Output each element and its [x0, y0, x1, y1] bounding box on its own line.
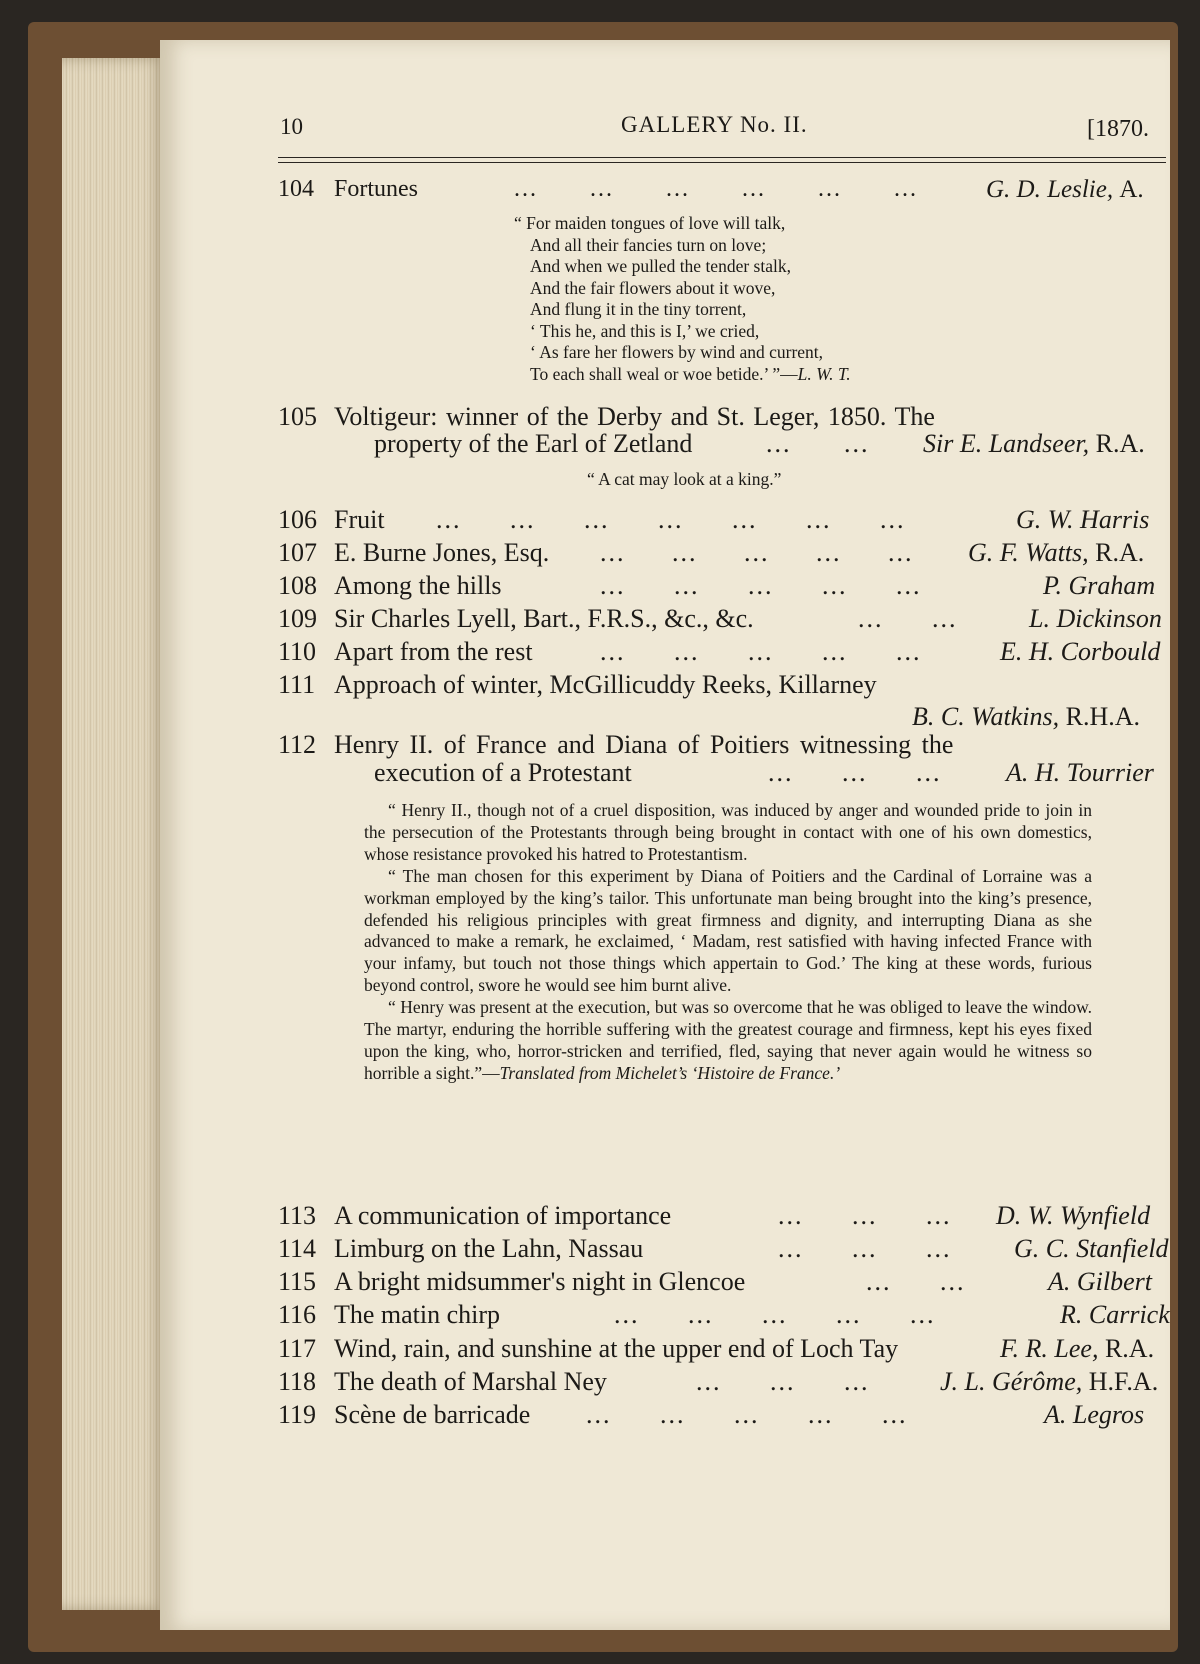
entry-number: 108 [278, 571, 317, 600]
entry-number: 114 [278, 1234, 317, 1263]
entry-number: 106 [278, 505, 317, 534]
entry-title: Sir Charles Lyell, Bart., F.R.S., &c., &c. [334, 604, 754, 633]
entry-artist: B. C. Watkins, R.H.A. [912, 702, 1141, 731]
entry-artist: P. Graham [1043, 571, 1156, 600]
passage-paragraph: “ Henry was present at the execution, but was so overcome that he was obliged to leave the window. The martyr, enduring the horrible suffering with the greatest courage and firmness, kept his eyes fixed upon the king, who, horror-stricken and terrified, fled, saying that never again would he witness so horrible a sight.”—Translated from Michelet’s ‘Histoire de France.’ [364, 997, 1092, 1083]
entry-number: 104 [278, 176, 314, 202]
entry-artist: A. H. Tourrier [1006, 758, 1154, 787]
entry-title: Among the hills [334, 571, 502, 600]
entry-title-line2: property of the Earl of Zetland [374, 429, 693, 458]
entry-number: 107 [278, 538, 317, 567]
entry-title-line2: execution of a Protestant [374, 758, 632, 787]
entry-title: Apart from the rest [334, 637, 533, 666]
leader-dots: ... ... [858, 604, 958, 633]
entry-artist: R. Carrick [1060, 1300, 1170, 1329]
leader-dots: ... ... ... [778, 1234, 952, 1263]
entry-number: 116 [278, 1300, 317, 1329]
entry-title: Fruit [334, 505, 385, 534]
entry-artist: G. F. Watts, R.A. [968, 538, 1145, 567]
entry-title: A bright midsummer's night in Glencoe [334, 1267, 746, 1296]
leader-dots: ... ... ... ... ... [614, 1300, 936, 1329]
entry-title: E. Burne Jones, Esq. [334, 538, 550, 567]
entry-title: Scène de barricade [334, 1400, 531, 1429]
entry-artist: Sir E. Landseer, R.A. [923, 429, 1145, 458]
entry-artist: G. W. Harris [1016, 505, 1150, 534]
leader-dots: ... ... ... [778, 1201, 952, 1230]
leader-dots: ... ... ... [768, 758, 942, 787]
entry-artist: J. L. Gérôme, H.F.A. [940, 1367, 1159, 1396]
leader-dots: ... ... ... ... ... [586, 1400, 908, 1429]
entry-number: 119 [278, 1400, 317, 1429]
leader-dots: ... ... [866, 1267, 966, 1296]
leader-dots: ... ... ... [696, 1367, 870, 1396]
entry-number: 112 [278, 730, 317, 759]
entry-number: 115 [278, 1267, 317, 1296]
entry-number: 105 [278, 402, 317, 431]
entry-artist: E. H. Corbould [1000, 637, 1161, 666]
poem-quote-104: “ For maiden tongues of love will talk, And all their fancies turn on love; And when we pulled the tender stalk, And the fair flowers about it wove, And flung it in the tiny torrent, ‘ This he, and this is I,’ we cried, ‘ As fare her flowers by wind and current, To each shall weal or woe betide.’ ”—L. W. T. [514, 213, 851, 384]
entry-artist: G. C. Stanfield [1014, 1234, 1169, 1263]
entry-title: Wind, rain, and sunshine at the upper end of Loch Tay [334, 1334, 899, 1363]
passage-paragraph: “ The man chosen for this experiment by Diana of Poitiers and the Cardinal of Lorraine was a workman employed by the king’s tailor. This unfortunate man being brought into the king’s presence, defended his religious principles with great firmness and dignity, and interrupting Diana as she advanced to make a remark, he exclaimed, ‘ Madam, rest satisfied with having infected France with your infamy, but touch not those things which appertain to God.’ The king at these words, furious beyond control, swore he would see him burnt alive. [364, 865, 1092, 996]
entry-title: The matin chirp [334, 1300, 501, 1329]
passage-112 [364, 800, 1092, 1085]
entry-title-line1: Henry II. of France and Diana of Poitiers witnessing the [334, 730, 954, 759]
entry-title: Fortunes [334, 176, 418, 202]
page-year: [1870. [1087, 116, 1149, 142]
leader-dots: ... ... ... ... ... ... [514, 176, 918, 202]
leader-dots: ... ... ... ... ... [600, 637, 922, 666]
header-rule-top [278, 157, 1166, 158]
leader-dots: ... ... ... ... ... ... ... [436, 505, 906, 534]
entry-artist: A. Gilbert [1048, 1267, 1152, 1296]
quote-105: “ A cat may look at a king.” [587, 469, 782, 489]
entry-number: 113 [278, 1201, 317, 1230]
entry-title: Approach of winter, McGillicuddy Reeks, Killarney [334, 670, 877, 699]
leader-dots: ... ... ... ... ... [600, 538, 914, 567]
leader-dots: ... ... [766, 429, 870, 458]
entry-number: 117 [278, 1334, 317, 1363]
entry-artist: F. R. Lee, R.A. [1000, 1334, 1155, 1363]
entry-artist: G. D. Leslie, A. [986, 176, 1144, 203]
entry-title: The death of Marshal Ney [334, 1367, 607, 1396]
leader-dots: ... ... ... ... ... [600, 571, 922, 600]
entry-number: 110 [278, 637, 317, 666]
entry-artist: D. W. Wynfield [996, 1201, 1151, 1230]
entry-number: 111 [278, 670, 316, 699]
entry-title-line1: Voltigeur: winner of the Derby and St. Leger, 1850. The [334, 402, 935, 431]
page-title: GALLERY No. II. [621, 112, 808, 137]
entry-title: Limburg on the Lahn, Nassau [334, 1234, 644, 1263]
entry-artist: L. Dickinson [1029, 604, 1162, 633]
page-number: 10 [280, 114, 303, 139]
entry-number: 118 [278, 1367, 317, 1396]
entry-artist: A. Legros [1044, 1400, 1145, 1429]
passage-paragraph: “ Henry II., though not of a cruel disposition, was induced by anger and wounded pride to join in the persecution of the Protestants through being brought in contact with one of his own domestics, whose resistance provoked his hatred to Protestantism. [364, 800, 1092, 864]
entry-title: A communication of importance [334, 1201, 672, 1230]
entry-number: 109 [278, 604, 317, 633]
header-rule-bottom [278, 162, 1166, 163]
